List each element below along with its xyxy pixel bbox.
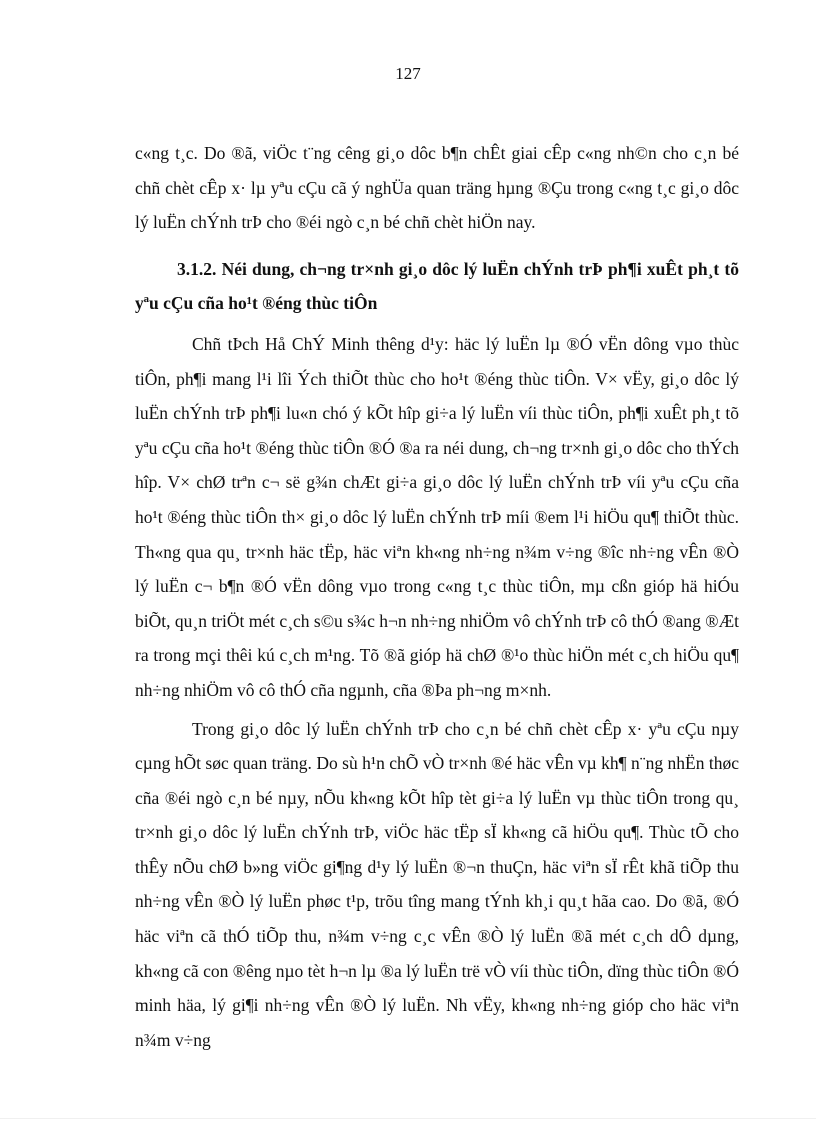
paragraph-2: Trong gi¸o dôc lý luËn chÝnh trÞ cho c¸n bé chñ chèt cÊp x· yªu cÇu nµy cµng hÕt søc quan träng. Do sù h¹n chÕ vÒ tr×nh ®é häc vÊn vµ kh¶ n¨ng nhËn thøc cña ®éi ngò c¸n bé nµy, nÕu kh«ng kÕt hîp tèt gi÷a lý luËn vµ thùc tiÔn trong qu¸ tr×nh gi¸o dôc lý luËn chÝnh trÞ, viÖc häc tËp sÏ kh«ng cã hiÖu qu¶. Thùc tÕ cho thÊy nÕu chØ b»ng viÖc gi¶ng d¹y lý luËn ®¬n thuÇn, häc viªn sÏ rÊt khã tiÕp thu nh÷ng vÊn ®Ò lý luËn phøc t¹p, trõu tîng mang tÝnh kh¸i qu¸t hãa cao. Do ®ã, ®Ó häc viªn cã thÓ tiÕp thu, n¾m v÷ng c¸c vÊn ®Ò lý luËn ®ã mét c¸ch dÔ dµng, kh«ng cã con ®êng nµo tèt h¬n lµ ®a lý luËn trë vÒ víi thùc tiÔn, dïng thùc tiÔn ®Ó minh häa, lý gi¶i nh÷ng vÊn ®Ò lý luËn. Nh vËy, kh«ng nh÷ng gióp cho häc viªn n¾m v÷ng — [135, 718, 739, 1050]
section-heading: 3.1.2. Néi dung, ch¬ng tr×nh gi¸o dôc lý luËn chÝnh trÞ ph¶i xuÊt ph¸t tõ yªu cÇu cña ho¹t ®éng thùc tiÔn — [135, 258, 739, 314]
body-text — [135, 136, 739, 1057]
page-number: 127 — [395, 64, 421, 83]
paragraph-1: Chñ tÞch Hå ChÝ Minh thêng d¹y: häc lý luËn lµ ®Ó vËn dông vµo thùc tiÔn, ph¶i mang l¹i lîi Ých thiÕt thùc cho ho¹t ®éng thùc tiÔn. V× vËy, gi¸o dôc lý luËn chÝnh trÞ ph¶i lu«n chó ý kÕt hîp gi÷a lý luËn víi thùc tiÔn, ph¶i xuÊt ph¸t tõ yªu cÇu cña ho¹t ®éng thùc tiÔn ®Ó ®a ra néi dung, ch¬ng tr×nh gi¸o dôc cho thÝch hîp. V× chØ trªn c¬ së g¾n chÆt gi÷a gi¸o dôc lý luËn chÝnh trÞ víi yªu cÇu cña ho¹t ®éng thùc tiÔn th× gi¸o dôc lý luËn chÝnh trÞ míi ®em l¹i hiÖu qu¶ thiÕt thùc. Th«ng qua qu¸ tr×nh häc tËp, häc viªn kh«ng nh÷ng n¾m v÷ng ®îc nh÷ng vÊn ®Ò lý luËn c¬ b¶n ®Ó vËn dông vµo trong c«ng t¸c thùc tiÔn, mµ cßn gióp hä hiÓu biÕt, qu¸n triÖt mét c¸ch s©u s¾c h¬n nh÷ng nhiÖm vô chÝnh trÞ cô thÓ ®ang ®Æt ra trong mçi thêi kú c¸ch m¹ng. Tõ ®ã gióp hä chØ ®¹o thùc hiÖn mét c¸ch hiÖu qu¶ nh÷ng nhiÖm vô cô thÓ cña ngµnh, cña ®Þa ph¬ng m×nh. — [135, 333, 739, 700]
intro-paragraph: c«ng t¸c. Do ®ã, viÖc t¨ng cêng gi¸o dôc b¶n chÊt giai cÊp c«ng nh©n cho c¸n bé chñ chèt cÊp x· lµ yªu cÇu cã ý nghÜa quan träng hµng ®Çu trong c«ng t¸c gi¸o dôc lý luËn chÝnh trÞ cho ®éi ngò c¸n bé chñ chèt hiÖn nay. — [135, 143, 739, 233]
bottom-divider — [0, 1118, 816, 1119]
